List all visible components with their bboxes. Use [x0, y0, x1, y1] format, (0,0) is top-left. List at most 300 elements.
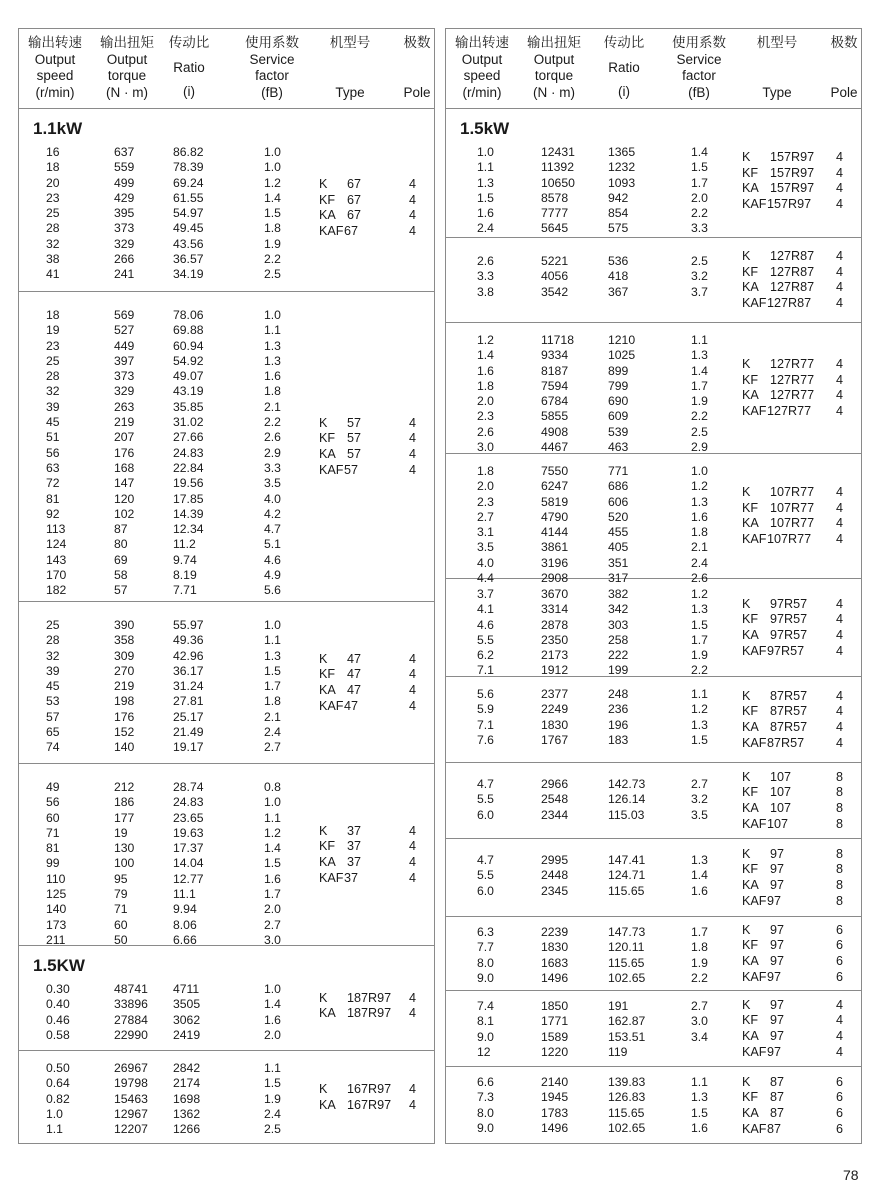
torque-cell: 270: [114, 663, 135, 678]
type-prefix: KF: [742, 264, 759, 279]
pole-value: 6: [836, 969, 844, 984]
speed-cell: 5.6: [477, 687, 494, 701]
header-pole: [824, 35, 864, 101]
header-pole-en: Pole: [830, 84, 858, 100]
torque-cell: 309: [114, 648, 135, 663]
header-speed-en1: Output: [461, 51, 503, 67]
torque-cell: 1912: [541, 663, 569, 678]
type-prefix: K: [742, 997, 751, 1012]
speed-cell: 1.3: [477, 175, 494, 190]
type-size: 167R97: [347, 1097, 392, 1112]
left-table: [18, 28, 435, 1144]
ratio-cell: 1093: [608, 175, 636, 190]
type-row: [446, 181, 861, 197]
speed-cell: 7.6: [477, 732, 494, 747]
factor-cell: 5.1: [264, 537, 281, 552]
speed-cell: 1.4: [477, 348, 494, 363]
type-size: 97: [770, 922, 785, 937]
factor-cell: 2.0: [691, 190, 708, 205]
factor-cell: 1.8: [264, 221, 281, 236]
pole-value: 8: [836, 769, 844, 784]
torque-cell: 3542: [541, 284, 569, 299]
factor-cell: 1.3: [691, 1090, 708, 1105]
type-prefix: KA: [319, 854, 336, 869]
type-size: 37: [347, 854, 362, 869]
torque-cell: 569: [114, 308, 135, 322]
torque-cell: 1589: [541, 1029, 569, 1044]
header-factor-cn: 使用系数: [672, 35, 726, 50]
factor-cell: 1.5: [691, 732, 708, 747]
type-size: 87R57: [767, 735, 805, 750]
type-row: [446, 862, 861, 878]
header-torque-en1: Output: [106, 51, 148, 67]
factor-cell: 3.5: [264, 476, 281, 491]
ratio-cell: 771: [608, 464, 629, 478]
type-row: [446, 894, 861, 910]
type-size: 157R97: [770, 165, 815, 180]
pole-value: 4: [836, 249, 844, 264]
type-prefix: KF: [742, 938, 759, 953]
type-size: 87R57: [770, 688, 808, 703]
factor-cell: 2.0: [264, 1027, 281, 1042]
factor-cell: 1.4: [691, 868, 708, 883]
type-row: [446, 296, 861, 312]
speed-cell: 41: [46, 267, 60, 282]
type-size: 37: [347, 839, 362, 854]
type-prefix: KF: [319, 839, 336, 854]
speed-cell: 113: [46, 522, 66, 537]
type-size: 107R77: [770, 485, 815, 500]
type-prefix: KAF: [742, 1044, 767, 1059]
factor-cell: 3.2: [691, 269, 708, 284]
torque-cell: 1496: [541, 970, 569, 985]
factor-cell: 1.3: [264, 353, 281, 368]
type-row: [19, 208, 434, 224]
pole-value: 4: [836, 357, 844, 372]
torque-cell: 69: [114, 552, 128, 567]
ratio-cell: 606: [608, 494, 629, 509]
speed-cell: 6.6: [477, 1075, 494, 1089]
speed-cell: 32: [46, 236, 60, 251]
factor-cell: 2.1: [264, 709, 281, 724]
speed-cell: 1.0: [46, 1106, 63, 1121]
torque-cell: 7550: [541, 464, 569, 478]
torque-cell: 8187: [541, 363, 569, 378]
ratio-cell: 120.11: [608, 940, 645, 955]
torque-cell: 2173: [541, 648, 569, 663]
speed-cell: 7.7: [477, 940, 494, 955]
ratio-cell: 14.39: [173, 506, 204, 521]
header-pole-cn: 极数: [403, 35, 431, 50]
torque-cell: 102: [114, 506, 135, 521]
speed-cell: 1.8: [477, 378, 494, 393]
torque-cell: 4467: [541, 440, 569, 455]
speed-cell: 1.1: [477, 160, 494, 175]
torque-cell: 2908: [541, 571, 569, 586]
ratio-cell: 115.65: [608, 883, 645, 898]
model-group: [446, 839, 861, 917]
speed-cell: 2.7: [477, 509, 494, 524]
speed-cell: 140: [46, 902, 67, 917]
table-row: [19, 339, 434, 354]
speed-cell: 0.40: [46, 997, 70, 1012]
ratio-cell: 799: [608, 378, 629, 393]
speed-cell: 9.0: [477, 1120, 494, 1135]
ratio-cell: 1365: [608, 145, 636, 159]
speed-cell: 25: [46, 353, 60, 368]
factor-cell: 1.4: [691, 363, 708, 378]
factor-cell: 1.8: [264, 694, 281, 709]
ratio-cell: 3062: [173, 1012, 201, 1027]
type-prefix: KA: [742, 877, 759, 892]
type-row: [19, 1006, 434, 1022]
torque-cell: 186: [114, 795, 135, 810]
speed-cell: 0.58: [46, 1027, 70, 1042]
torque-cell: 1683: [541, 955, 569, 970]
ratio-cell: 899: [608, 363, 629, 378]
speed-cell: 49: [46, 780, 60, 794]
pole-value: 4: [409, 431, 417, 446]
speed-cell: 6.3: [477, 925, 494, 939]
ratio-cell: 34.19: [173, 267, 204, 282]
pole-value: 4: [836, 485, 844, 500]
speed-cell: 3.3: [477, 269, 494, 284]
header-pole-en: Pole: [403, 84, 431, 100]
factor-cell: 1.2: [264, 175, 281, 190]
table-row: [19, 1061, 434, 1076]
speed-cell: 4.1: [477, 602, 494, 617]
speed-cell: 38: [46, 252, 60, 267]
torque-cell: 48741: [114, 982, 148, 996]
type-row: [446, 357, 861, 373]
torque-cell: 2239: [541, 925, 569, 939]
speed-cell: 12: [477, 1044, 491, 1059]
pole-value: 4: [409, 990, 417, 1005]
factor-cell: 1.0: [264, 308, 281, 322]
ratio-cell: 19.17: [173, 740, 204, 755]
model-group: [446, 579, 861, 677]
pole-value: 4: [836, 596, 844, 611]
ratio-cell: 2174: [173, 1076, 201, 1091]
ratio-cell: 196: [608, 717, 629, 732]
type-size: 97: [770, 1028, 785, 1043]
type-row: [446, 847, 861, 863]
table-row: [19, 522, 434, 537]
torque-cell: 19798: [114, 1076, 148, 1091]
type-row: [446, 150, 861, 166]
type-prefix: KF: [319, 192, 336, 207]
type-row: [446, 1075, 861, 1091]
ratio-cell: 42.96: [173, 648, 204, 663]
torque-cell: 390: [114, 618, 135, 632]
speed-cell: 23: [46, 338, 60, 353]
header-speed-cn: 输出转速: [455, 35, 509, 50]
ratio-cell: 60.94: [173, 338, 204, 353]
ratio-cell: 191: [608, 999, 629, 1013]
type-size: 167R97: [347, 1082, 392, 1097]
type-row: [446, 1090, 861, 1106]
type-row: [446, 388, 861, 404]
pole-value: 8: [836, 846, 844, 861]
ratio-cell: 69.24: [173, 175, 204, 190]
type-prefix: K: [319, 1082, 328, 1097]
speed-cell: 5.5: [477, 632, 494, 647]
type-prefix: K: [742, 1074, 751, 1089]
ratio-cell: 303: [608, 617, 629, 632]
type-size: 97: [767, 969, 782, 984]
torque-cell: 1830: [541, 717, 569, 732]
header-speed: [452, 35, 512, 101]
type-row: [446, 998, 861, 1014]
factor-cell: 3.2: [691, 792, 708, 807]
type-prefix: KF: [742, 1013, 759, 1028]
table-row: [19, 267, 434, 282]
speed-cell: 39: [46, 663, 60, 678]
type-prefix: KA: [742, 953, 759, 968]
torque-cell: 559: [114, 160, 135, 175]
pole-value: 4: [409, 177, 417, 192]
factor-cell: 1.7: [264, 679, 281, 694]
factor-cell: 1.1: [264, 633, 281, 648]
factor-cell: 1.3: [264, 648, 281, 663]
header-speed: [25, 35, 85, 101]
type-prefix: K: [319, 990, 328, 1005]
type-row: [446, 597, 861, 613]
type-size: 87: [770, 1090, 785, 1105]
torque-cell: 100: [114, 856, 135, 871]
ratio-cell: 102.65: [608, 970, 646, 985]
type-prefix: KA: [742, 719, 759, 734]
right-table: [445, 28, 862, 1144]
ratio-cell: 139.83: [608, 1075, 646, 1089]
ratio-cell: 36.57: [173, 252, 204, 267]
header-factor: [664, 35, 734, 101]
torque-cell: 499: [114, 175, 135, 190]
factor-cell: 1.2: [264, 825, 281, 840]
table-header: [446, 29, 861, 109]
factor-cell: 1.5: [264, 1076, 281, 1091]
header-factor-en1: Service: [676, 51, 722, 67]
header-ratio-en: Ratio: [173, 59, 205, 75]
torque-cell: 449: [114, 338, 135, 353]
type-size: 67: [347, 177, 362, 192]
ratio-cell: 19.63: [173, 825, 204, 840]
pole-value: 4: [409, 1082, 417, 1097]
speed-cell: 2.3: [477, 494, 494, 509]
type-size: 87R57: [770, 704, 808, 719]
type-prefix: KA: [742, 1028, 759, 1043]
ratio-cell: 119: [608, 1044, 628, 1059]
speed-cell: 72: [46, 476, 60, 491]
speed-cell: 51: [46, 430, 60, 445]
type-prefix: KA: [319, 208, 336, 223]
table-row: [19, 476, 434, 491]
ratio-cell: 142.73: [608, 777, 646, 791]
ratio-cell: 317: [608, 571, 629, 586]
pole-value: 4: [836, 372, 844, 387]
model-group: [19, 292, 434, 602]
header-speed-en2: speed: [36, 68, 74, 83]
type-prefix: KF: [742, 1090, 759, 1105]
ratio-cell: 49.36: [173, 633, 204, 648]
ratio-cell: 686: [608, 479, 629, 494]
factor-cell: 1.7: [691, 632, 708, 647]
torque-cell: 7777: [541, 206, 569, 221]
factor-cell: 1.0: [264, 160, 281, 175]
header-speed-unit: (r/min): [462, 84, 502, 100]
speed-cell: 2.0: [477, 479, 494, 494]
type-prefix: KAF: [742, 1121, 767, 1136]
factor-cell: 1.1: [691, 1075, 708, 1089]
model-group: [446, 763, 861, 839]
ratio-cell: 258: [608, 632, 629, 647]
type-row: [19, 190, 434, 209]
model-group: [446, 323, 861, 454]
pole-value: 4: [836, 688, 844, 703]
power-heading: 1.5kW: [460, 119, 510, 138]
speed-cell: 7.1: [477, 717, 494, 732]
torque-cell: 15463: [114, 1091, 148, 1106]
ratio-cell: 17.85: [173, 491, 204, 506]
factor-cell: 2.2: [691, 970, 708, 985]
type-list: [446, 998, 861, 1060]
torque-cell: 2966: [541, 777, 569, 791]
speed-cell: 124: [46, 537, 67, 552]
type-size: 107: [770, 769, 792, 784]
speed-cell: 170: [46, 568, 67, 583]
ratio-cell: 25.17: [173, 709, 204, 724]
speed-cell: 7.1: [477, 663, 494, 678]
factor-cell: 2.7: [264, 917, 281, 932]
pole-value: 4: [836, 1013, 844, 1028]
speed-cell: 45: [46, 679, 60, 694]
table-row: [19, 568, 434, 583]
factor-cell: 0.8: [264, 780, 281, 794]
ratio-cell: 351: [608, 555, 629, 570]
header-type-cn: 机型号: [329, 35, 371, 50]
type-row: [446, 1122, 861, 1138]
factor-cell: 2.2: [264, 415, 281, 430]
speed-cell: 0.30: [46, 982, 70, 996]
ratio-cell: 222: [608, 648, 629, 663]
speed-cell: 92: [46, 506, 60, 521]
type-row: [19, 224, 434, 240]
type-row: [446, 532, 861, 548]
type-prefix: KA: [319, 1097, 336, 1112]
type-row: [19, 667, 434, 683]
ratio-cell: 1266: [173, 1122, 201, 1137]
torque-cell: 5855: [541, 409, 569, 424]
type-row: [19, 991, 434, 1007]
ratio-cell: 3505: [173, 997, 201, 1012]
pole-value: 4: [836, 612, 844, 627]
factor-cell: 4.6: [264, 552, 281, 567]
table-row: [19, 583, 434, 598]
torque-cell: 12967: [114, 1106, 148, 1121]
pole-value: 4: [409, 1097, 417, 1112]
torque-cell: 12431: [541, 145, 575, 159]
speed-cell: 16: [46, 145, 60, 159]
type-list: [446, 150, 861, 212]
type-prefix: K: [742, 485, 751, 500]
speed-cell: 4.0: [477, 555, 494, 570]
ratio-cell: 248: [608, 687, 629, 701]
pole-value: 6: [836, 1121, 844, 1136]
torque-cell: 4790: [541, 509, 569, 524]
speed-cell: 99: [46, 856, 60, 871]
type-row: [446, 938, 861, 954]
header-type-cn: 机型号: [756, 35, 798, 50]
type-row: [19, 871, 434, 887]
factor-cell: 2.2: [691, 663, 708, 678]
ratio-cell: 126.83: [608, 1090, 646, 1105]
type-row: [446, 717, 861, 736]
factor-cell: 1.7: [691, 378, 708, 393]
ratio-cell: 382: [608, 587, 629, 601]
torque-cell: 3670: [541, 587, 569, 601]
type-row: [446, 817, 861, 833]
factor-cell: 1.0: [264, 145, 281, 159]
ratio-cell: 49.07: [173, 369, 204, 384]
pole-value: 4: [836, 296, 844, 311]
factor-cell: 1.7: [691, 175, 708, 190]
pole-value: 4: [836, 388, 844, 403]
ratio-cell: 405: [608, 540, 629, 555]
factor-cell: 2.0: [264, 902, 281, 917]
pole-value: 4: [409, 854, 417, 869]
factor-cell: 1.3: [691, 348, 708, 363]
ratio-cell: 8.06: [173, 917, 197, 932]
ratio-cell: 49.45: [173, 221, 204, 236]
type-prefix: K: [742, 846, 751, 861]
header-pole: [397, 35, 437, 101]
factor-cell: 1.4: [691, 145, 708, 159]
pole-value: 4: [409, 415, 417, 430]
factor-cell: 2.5: [264, 267, 281, 282]
factor-cell: 4.9: [264, 568, 281, 583]
table-row: [19, 145, 434, 160]
type-row: [19, 699, 434, 715]
type-prefix: KAF: [742, 816, 767, 831]
type-size: 67: [347, 192, 362, 207]
factor-cell: 1.9: [691, 648, 708, 663]
model-group: [446, 1067, 861, 1145]
speed-cell: 1.6: [477, 363, 494, 378]
torque-cell: 1771: [541, 1014, 569, 1029]
type-size: 57: [347, 431, 362, 446]
type-size: 97R57: [770, 612, 808, 627]
factor-cell: 2.2: [264, 252, 281, 267]
factor-cell: 1.3: [691, 717, 708, 732]
type-prefix: K: [742, 249, 751, 264]
speed-cell: 25: [46, 206, 60, 221]
ratio-cell: 115.65: [608, 1105, 645, 1120]
type-prefix: KA: [742, 800, 759, 815]
ratio-cell: 4711: [173, 982, 200, 996]
torque-cell: 4908: [541, 424, 569, 439]
speed-cell: 32: [46, 384, 60, 399]
ratio-cell: 69.88: [173, 323, 204, 338]
table-row: [19, 918, 434, 933]
header-pole-cn: 极数: [830, 35, 858, 50]
type-size: 97: [767, 893, 782, 908]
type-list: [19, 824, 434, 886]
type-list: [446, 357, 861, 419]
speed-cell: 1.8: [477, 464, 494, 478]
header-torque: [524, 35, 584, 101]
type-row: [446, 265, 861, 281]
torque-cell: 2249: [541, 702, 569, 717]
